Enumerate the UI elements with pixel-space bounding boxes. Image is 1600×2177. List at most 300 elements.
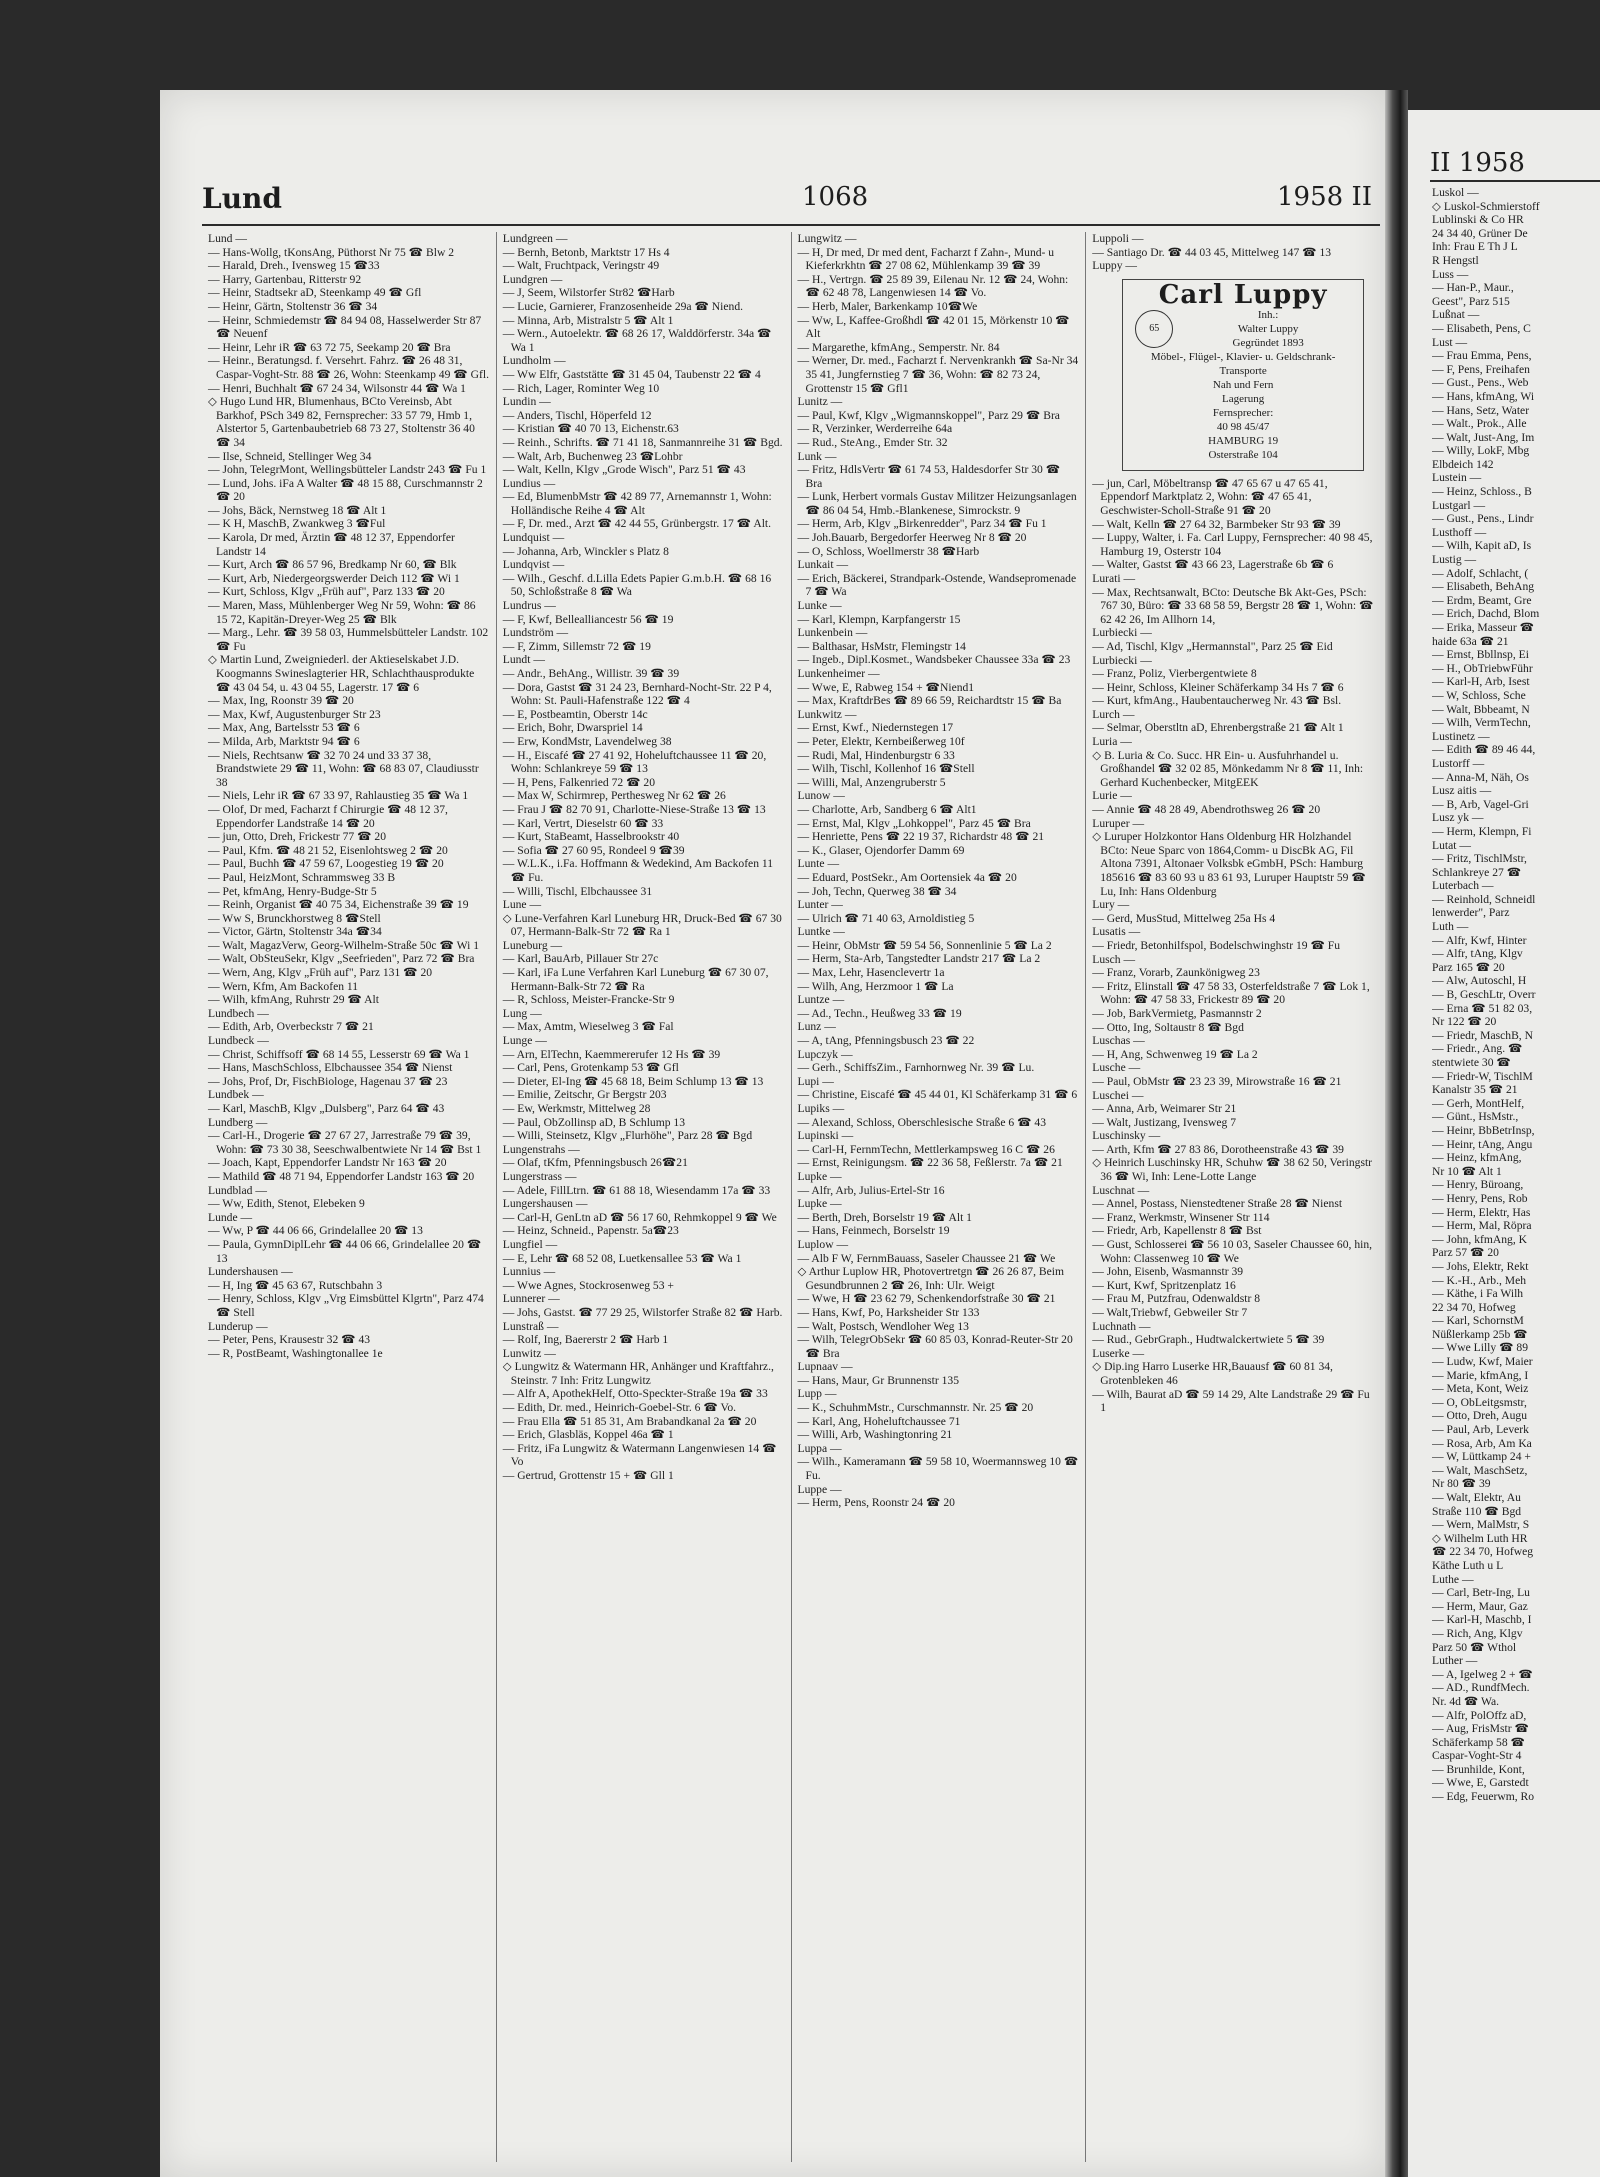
directory-entry: — Victor, Gärtn, Stoltenstr 34a ☎34 — [208, 925, 382, 939]
directory-entry: Lurch — — [1092, 707, 1135, 721]
directory-entry: — Elisabeth, BehAng — [1432, 580, 1535, 594]
directory-entry: Lundström — — [502, 626, 569, 640]
directory-entry: Lunnerer — — [502, 1292, 560, 1306]
header-year: 1958 II — [1277, 182, 1372, 212]
directory-entry: — Heinr, tAng, Angu — [1432, 1137, 1533, 1151]
directory-entry: Lunstraß — — [502, 1319, 559, 1333]
directory-entry: Lundberg — — [208, 1115, 268, 1129]
directory-entry: Luppoli — — [1092, 232, 1144, 245]
directory-entry: — Gust., Pens., Web — [1432, 376, 1529, 390]
directory-entry: — Hans, Setz, Water — [1432, 403, 1530, 417]
directory-entry: — Minna, Arb, Mistralstr 5 ☎ Alt 1 — [502, 313, 674, 327]
directory-entry: haide 63a ☎ 21 — [1432, 634, 1509, 648]
directory-entry: — Lunk, Herbert vormals Gustav Militzer Heizungsanlagen ☎ 86 04 54, Hmb.-Blankenese, Simrockstr. 9 — [797, 490, 1077, 517]
directory-entry: — Karl, Klempn, Karpfangerstr 15 — [797, 612, 961, 626]
directory-entry: — Alfr, Kwf, Hinter — [1432, 933, 1527, 947]
directory-entry: — Wilh, kfmAng, Ruhrstr 29 ☎ Alt — [208, 993, 379, 1007]
directory-entry: ◇ Wilhelm Luth HR — [1432, 1531, 1528, 1545]
directory-entry: — Johanna, Arb, Winckler s Platz 8 — [502, 544, 669, 558]
directory-entry: — Hans-Wollg, tKonsAng, Püthorst Nr 75 ☎ Blw 2 — [208, 245, 455, 259]
directory-entry: — Franz, Werkmstr, Winsener Str 114 — [1092, 1210, 1270, 1224]
directory-entry: — Emilie, Zeitschr, Gr Bergstr 203 — [502, 1088, 667, 1102]
directory-entry: ◇ Hugo Lund HR, Blumenhaus, BCto Vereinsb, Abt Barkhof, PSch 349 82, Fernsprecher: 33 57 79, Hmb 1, Alstertor 5, Gartenbaubetrieb 68 73 27, Stoltenstr 36 40 ☎ 34 — [208, 395, 475, 449]
column-2 — [496, 232, 791, 2162]
directory-entry: — Willi, Mal, Anzengruberstr 5 — [797, 775, 946, 789]
directory-entry: — Kurt, Arb, Niedergeorgswerder Deich 112 ☎ Wi 1 — [208, 571, 460, 585]
directory-entry: Lusz aitis — — [1432, 784, 1492, 798]
directory-entry: R Hengstl — [1432, 253, 1479, 267]
directory-entry: — F, Zimm, Sillemstr 72 ☎ 19 — [502, 639, 651, 653]
directory-entry: — A, tAng, Pfenningsbusch 23 ☎ 22 — [797, 1034, 975, 1048]
directory-entry: — Aug, FrisMstr ☎ — [1432, 1722, 1529, 1736]
directory-entry: — Johs, Prof, Dr, FischBiologe, Hagenau 37 ☎ 23 — [208, 1074, 448, 1088]
directory-entry: — Ww, P ☎ 44 06 66, Grindelallee 20 ☎ 13 — [208, 1224, 423, 1238]
directory-entry: — Walt, Kelln ☎ 27 64 32, Barmbeker Str 93 ☎ 39 — [1092, 517, 1341, 531]
directory-entry: — Karl, MaschB, Klgv „Dulsberg", Parz 64 ☎ 43 — [208, 1102, 445, 1115]
directory-entry: — Heinr, Stadtsekr aD, Steenkamp 49 ☎ Gfl — [208, 286, 422, 300]
directory-entry: — Heinr., Beratungsd. f. Versehrt. Fahrz. ☎ 26 48 31, Caspar-Voght-Str. 88 ☎ 26, Wohn: Steenkamp 49 ☎ Gfl. — [208, 354, 489, 381]
directory-entry: Lusthoff — — [1432, 525, 1487, 539]
directory-entry: — Günt., HsMstr., — [1432, 1110, 1519, 1124]
directory-entry: — Kurt, Schloss, Klgv „Früh auf", Parz 133 ☎ 20 — [208, 585, 445, 599]
directory-entry: — Wern, Kfm, Am Backofen 11 — [208, 979, 359, 993]
directory-entry: — Margarethe, kfmAng., Semperstr. Nr. 84 — [797, 340, 1000, 354]
directory-entry: ◇ Luskol-Schmierstoff — [1432, 199, 1540, 213]
directory-entry: Lungenstrahs — — [502, 1142, 580, 1156]
column-1 — [202, 232, 496, 2162]
directory-page-right — [1408, 110, 1600, 2177]
directory-entry: — Max, Rechtsanwalt, BCto: Deutsche Bk Akt-Ges, PSch: 767 30, Büro: ☎ 33 68 58 59, Bergstr 28 ☎ 1, Wohn: ☎ 62 42 26, Im Allhorn 14, — [1092, 585, 1374, 626]
ad-line: Inh.: — [1257, 308, 1279, 321]
directory-entry: — W, Lüttkamp 24 + — [1432, 1450, 1531, 1464]
directory-entry: — Käthe, i Fa Wilh — [1432, 1287, 1524, 1301]
directory-entry: — Luppy, Walter, i. Fa. Carl Luppy, Fernsprecher: 40 98 45, Hamburg 19, Osterstr 104 — [1092, 531, 1373, 558]
directory-entry: — H, Ing ☎ 45 63 67, Rutschbahn 3 — [208, 1278, 383, 1292]
directory-entry: Lundin — — [502, 395, 551, 409]
directory-entry: — Fritz, iFa Lungwitz & Watermann Langenwiesen 14 ☎ Vo — [502, 1441, 777, 1469]
directory-entry: — Hans, Maur, Gr Brunnenstr 135 — [797, 1373, 960, 1387]
directory-entry: Lustig — — [1432, 553, 1477, 567]
directory-entry: — W, Schloss, Sche — [1432, 688, 1526, 702]
directory-entry: — Kurt, kfmAng., Haubentaucherweg Nr. 43 ☎ Bsl. — [1092, 694, 1342, 708]
directory-entry: Luschinsky — — [1092, 1129, 1161, 1143]
directory-entry: — Annie ☎ 48 28 49, Abendrothsweg 26 ☎ 20 — [1092, 803, 1321, 817]
directory-entry: 24 34 40, Grüner De — [1432, 226, 1528, 240]
directory-entry: — Heinz, Schloss., B — [1432, 485, 1532, 499]
directory-entry: — E, Lehr ☎ 68 52 08, Luetkensallee 53 ☎ Wa 1 — [502, 1251, 742, 1265]
directory-entry: Luschnat — — [1092, 1183, 1150, 1197]
directory-entry: — J, Seem, Wilstorfer Str82 ☎Harb — [502, 286, 675, 300]
directory-entry: — Wilh, Kapit aD, Is — [1432, 539, 1532, 553]
directory-entry: — Walt, ObSteuSekr, Klgv „Seefrieden", Parz 72 ☎ Bra — [208, 952, 475, 966]
directory-entry: Lupinski — — [797, 1129, 854, 1143]
directory-entry: — Frau J ☎ 82 70 91, Charlotte-Niese-Straße 13 ☎ 13 — [502, 802, 766, 816]
directory-entry: — Alfr, PolOffz aD, — [1432, 1708, 1527, 1722]
directory-entry: Lundius — — [502, 476, 556, 490]
directory-entry: — Edith, Dr. med., Heinrich-Goebel-Str. 6 ☎ Vo. — [502, 1401, 737, 1415]
directory-entry: Luppe — — [797, 1482, 842, 1496]
directory-entry: Lundblad — — [208, 1183, 267, 1197]
directory-entry: — Paul, Arb, Leverk — [1432, 1423, 1529, 1437]
directory-entry: — Paul, Kwf, Klgv „Wigmannskoppel", Parz 29 ☎ Bra — [797, 408, 1060, 422]
ad-line: Walter Luppy — [1237, 322, 1299, 335]
directory-entry: — Kurt, Arch ☎ 86 57 96, Bredkamp Nr 60, ☎ Blk — [208, 558, 457, 572]
directory-entry: — Olof, Dr med, Facharzt f Chirurgie ☎ 48 12 37, Eppendorfer Landstraße 14 ☎ 20 — [208, 802, 448, 830]
directory-entry: — H., ObTriebwFühr — [1432, 661, 1533, 675]
directory-entry: — Henry, Büroang, — [1432, 1178, 1524, 1192]
book-gutter — [1385, 90, 1408, 2177]
directory-entry: — Reinhold, Schneidl — [1432, 892, 1536, 906]
directory-entry: — R, Schloss, Meister-Francke-Str 9 — [502, 993, 675, 1007]
directory-entry: — Karola, Dr med, Ärztin ☎ 48 12 37, Eppendorfer Landstr 14 — [208, 531, 455, 558]
directory-entry: — O, ObLeitgsmstr, — [1432, 1395, 1527, 1409]
directory-entry: — Wwe, H ☎ 23 62 79, Schenkendorfstraße 30 ☎ 21 — [797, 1292, 1056, 1306]
directory-entry: — Herm, Maur, Gaz — [1432, 1599, 1528, 1613]
directory-entry: — B, Arb, Vagel-Gri — [1432, 797, 1529, 811]
directory-columns — [202, 232, 1380, 2162]
directory-entry: — Rolf, Ing, Baererstr 2 ☎ Harb 1 — [502, 1333, 669, 1347]
directory-entry: — Ernst, Bbllnsp, Ei — [1432, 648, 1529, 662]
directory-entry: — Wern., Autoelektr. ☎ 68 26 17, Walddörferstr. 34a ☎ Wa 1 — [502, 327, 772, 354]
directory-entry: Lupiks — — [797, 1102, 845, 1115]
directory-entry: Lustorff — — [1432, 756, 1485, 770]
directory-entry: Lusche — — [1092, 1061, 1141, 1075]
directory-entry: — Carl-H, GenLtn aD ☎ 56 17 60, Rehmkoppel 9 ☎ We — [502, 1210, 777, 1224]
directory-entry: — Herm, Arb, Klgv „Birkenredder", Parz 34 ☎ Fu 1 — [797, 517, 1047, 531]
directory-entry: — Alexand, Schloss, Oberschlesische Straße 6 ☎ 43 — [797, 1115, 1047, 1129]
directory-entry: — Herm, Sta-Arb, Tangstedter Landstr 217 ☎ La 2 — [797, 952, 1041, 966]
directory-entry: — Friedr., Ang. ☎ — [1432, 1042, 1523, 1056]
directory-entry: — Charlotte, Arb, Sandberg 6 ☎ Alt1 — [797, 802, 977, 816]
header-rule — [202, 224, 1380, 226]
directory-entry: — Herm, Klempn, Fi — [1432, 824, 1532, 838]
directory-entry: Lunnius — — [502, 1265, 556, 1279]
directory-entry: — Carl, Betr-Ing, Lu — [1432, 1586, 1530, 1600]
directory-entry: — Herm, Elektr, Has — [1432, 1205, 1531, 1219]
directory-entry: — Erich, Bohr, Dwarspriel 14 — [502, 721, 643, 735]
directory-entry: — Andr., BehAng., Willistr. 39 ☎ 39 — [502, 667, 680, 680]
directory-entry: Straße 110 ☎ Bgd — [1432, 1504, 1522, 1518]
directory-entry: — Heinz, Schneid., Papenstr. 5a☎23 — [502, 1224, 679, 1238]
directory-entry: — Karl, SchornstM — [1432, 1314, 1524, 1328]
directory-entry: — Walter, Gastst ☎ 43 66 23, Lagerstraße 6b ☎ 6 — [1092, 558, 1334, 572]
directory-entry: Lunke — — [797, 599, 842, 613]
directory-entry: — Rudi, Mal, Hindenburgstr 6 33 — [797, 748, 955, 762]
directory-entry: — John, Eisenb, Wasmannstr 39 — [1092, 1265, 1244, 1279]
directory-entry: — Mathild ☎ 48 71 94, Eppendorfer Landstr 163 ☎ 20 — [208, 1169, 475, 1183]
directory-entry: Lupnaav — — [797, 1360, 853, 1374]
directory-entry: Lundgreen — — [502, 232, 568, 245]
directory-entry: — Paula, GymnDiplLehr ☎ 44 06 66, Grindelallee 20 ☎ 13 — [208, 1237, 482, 1265]
directory-entry: Lung — — [502, 1006, 542, 1020]
directory-entry: — Walt, Just-Ang, Im — [1432, 430, 1535, 444]
directory-entry: Lunk — — [797, 449, 837, 463]
directory-entry: Lustinetz — — [1432, 729, 1490, 743]
directory-entry: Lund — — [208, 232, 247, 245]
directory-entry: — Gust, Schlosserei ☎ 56 10 03, Saseler Chaussee 60, hin, Wohn: Classenweg 10 ☎ We — [1092, 1238, 1373, 1265]
directory-entry: — Walt, Elektr, Au — [1432, 1491, 1521, 1504]
directory-entry: Schäferkamp 58 ☎ — [1432, 1735, 1525, 1749]
column-4-entries — [1092, 477, 1374, 1415]
directory-entry: ◇ B. Luria & Co. Succ. HR Ein- u. Ausfuhrhandel u. Großhandel ☎ 32 02 85, Mönkedamm Nr 8 ☎ 11, Inh: Gerhard Kuchenbecker, MitgEEK — [1092, 748, 1364, 789]
ad-line: Lagerung — [1222, 392, 1265, 405]
directory-entry: — H., Vertrgn. ☎ 25 89 39, Eilenau Nr. 12 ☎ 24, Wohn: ☎ 62 48 78, Langenwiesen 14 ☎ Vo. — [797, 272, 1069, 300]
directory-entry: — Werner, Dr. med., Facharzt f. Nervenkrankh ☎ Sa-Nr 34 35 41, Jungfernstieg 7 ☎ 36, Wohn: ☎ 82 73 24, Grottenstr 15 ☎ Gfl1 — [797, 354, 1079, 395]
directory-entry: — Christ, Schiffsoff ☎ 68 14 55, Lesserstr 69 ☎ Wa 1 — [208, 1047, 470, 1061]
directory-entry: — Kurt, StaBeamt, Hasselbrookstr 40 — [502, 830, 680, 844]
directory-entry: — H, Ang, Schwenweg 19 ☎ La 2 — [1092, 1047, 1258, 1061]
directory-entry: — Wwe, E, Rabweg 154 + ☎Niend1 — [797, 680, 975, 694]
directory-entry: — Max, Ang, Bartelsstr 53 ☎ 6 — [208, 721, 360, 735]
directory-entry: — Ludw, Kwf, Maier — [1432, 1355, 1533, 1369]
directory-entry: — Wilh, Tischl, Kollenhof 16 ☎Stell — [797, 762, 975, 776]
directory-entry: Lupke — — [797, 1197, 842, 1211]
directory-entry: — Han-P., Maur., — [1432, 281, 1514, 295]
directory-entry: — Max W, Schirmrep, Perthesweg Nr 62 ☎ 26 — [502, 789, 726, 803]
directory-entry: Lundt — — [502, 653, 545, 667]
directory-entry: — Wilh, VermTechn, — [1432, 716, 1531, 730]
directory-entry: Lurie — — [1092, 789, 1132, 803]
directory-entry: — Joh, Techn, Querweg 38 ☎ 34 — [797, 884, 957, 898]
directory-entry: Lunow — — [797, 789, 845, 803]
directory-entry: — Marg., Lehr. ☎ 39 58 03, Hummelsbütteler Landstr. 102 ☎ Fu — [208, 626, 489, 653]
directory-entry: Lublinski & Co HR — [1432, 213, 1524, 227]
directory-entry: — Ad., Techn., Heußweg 33 ☎ 19 — [797, 1006, 962, 1020]
directory-entry: Luthe — — [1432, 1572, 1474, 1586]
directory-entry: ◇ Lungwitz & Watermann HR, Anhänger und Kraftfahrz., Steinstr. 7 Inh: Fritz Lungwitz — [502, 1360, 774, 1387]
directory-entry: Nr 80 ☎ 39 — [1432, 1477, 1491, 1491]
page-number: 1068 — [802, 182, 869, 212]
directory-entry: Luppa — — [797, 1441, 842, 1455]
directory-entry: Lunter — — [797, 898, 843, 912]
directory-entry: — Wilh., Kameramann ☎ 59 58 10, Woermannsweg 10 ☎ Fu. — [797, 1455, 1079, 1483]
directory-entry: — Ww S, Brunckhorstweg 8 ☎Stell — [208, 911, 381, 925]
directory-entry: — Edith, Arb, Overbeckstr 7 ☎ 21 — [208, 1020, 374, 1034]
directory-entry: Lupi — — [797, 1074, 834, 1088]
right-page-column — [1432, 186, 1600, 1804]
directory-entry: Lundbech — — [208, 1006, 269, 1020]
ad-line: Osterstraße 104 — [1208, 448, 1278, 461]
directory-entry: — jun, Carl, Möbeltransp ☎ 47 65 67 u 47 65 41, Eppendorf Marktplatz 2, Wohn: ☎ 47 65 41, Geschwister-Scholl-Straße 91 ☎ 20 — [1092, 476, 1328, 517]
directory-entry: — Karl-H, Arb, Isest — [1432, 675, 1530, 689]
right-header-rule — [1430, 180, 1600, 182]
directory-entry: ☎ 22 34 70, Hofweg — [1432, 1545, 1534, 1559]
directory-entry: — Herb, Maler, Barkenkamp 10☎We — [797, 299, 978, 313]
directory-entry: — Berth, Dreh, Borselstr 19 ☎ Alt 1 — [797, 1210, 972, 1224]
directory-entry: — Carl-H., Drogerie ☎ 27 67 27, Jarrestraße 79 ☎ 39, Wohn: ☎ 73 30 38, Seeschwalbentwiete Nr 14 ☎ Bst 1 — [208, 1129, 482, 1156]
directory-entry: — Walt, Fruchtpack, Veringstr 49 — [502, 259, 660, 273]
directory-entry: — Karl-H, Maschb, I — [1432, 1613, 1532, 1627]
directory-entry: — Ww Elfr, Gaststätte ☎ 31 45 04, Taubenstr 22 ☎ 4 — [502, 367, 761, 381]
directory-entry: Lungwitz — — [797, 232, 857, 245]
directory-entry: — Herm, Mal, Röpra — [1432, 1219, 1532, 1233]
directory-entry: — Otto, Dreh, Augu — [1432, 1409, 1527, 1423]
directory-entry: ◇ Martin Lund, Zweigniederl. der Aktieselskabet J.D. Koogmanns Swineslagterier HR, Schlachthausprodukte ☎ 43 04 54, u. 43 04 55, Lagerstr. 17 ☎ 6 — [208, 653, 475, 694]
directory-entry: — Ernst, Reinigungsm. ☎ 22 36 58, Feßlerstr. 7a ☎ 21 — [797, 1156, 1063, 1170]
directory-entry: — Frau M, Putzfrau, Odenwaldstr 8 — [1092, 1292, 1261, 1306]
directory-entry: — Ulrich ☎ 71 40 63, Arnoldistieg 5 — [797, 911, 975, 925]
directory-entry: — Joach, Kapt, Eppendorfer Landstr Nr 163 ☎ 20 — [208, 1156, 447, 1170]
directory-entry: Luppy — — [1092, 259, 1138, 273]
directory-entry: Käthe Luth u L — [1432, 1558, 1504, 1572]
directory-entry: — Alfr, tAng, Klgv — [1432, 947, 1523, 961]
directory-entry: Lunkwitz — — [797, 707, 857, 721]
directory-entry: — Milda, Arb, Marktstr 94 ☎ 6 — [208, 734, 360, 748]
carl-luppy-advertisement — [1122, 279, 1364, 471]
directory-entry: — Paul, HeizMont, Schrammsweg 33 B — [208, 870, 396, 884]
directory-entry: — K., Glaser, Ojendorfer Damm 69 — [797, 843, 965, 857]
directory-entry: Lundershausen — — [208, 1265, 293, 1279]
directory-entry: — Erich, Dachd, Blom — [1432, 607, 1540, 621]
ad-line: Gegründet 1893 — [1232, 336, 1304, 349]
directory-entry: — Heinr, Schmiedemstr ☎ 84 94 08, Hasselwerder Str 87 ☎ Neuenf — [208, 313, 482, 341]
directory-entry: — Adolf, Schlacht, ( — [1432, 566, 1529, 580]
directory-entry: Lunkenheimer — — [797, 667, 880, 680]
directory-entry: Luschas — — [1092, 1034, 1145, 1048]
directory-entry: Lustein — — [1432, 471, 1482, 485]
directory-entry: — Heinr, Schloss, Kleiner Schäferkamp 34 Hs 7 ☎ 6 — [1092, 680, 1344, 694]
directory-entry: — Edg, Feuerwm, Ro — [1432, 1790, 1535, 1804]
directory-entry: — Ad, Tischl, Klgv „Hermannstal", Parz 25 ☎ Eid — [1092, 639, 1333, 653]
directory-entry: ◇ Dip.ing Harro Luserke HR,Bauausf ☎ 60 81 34, Grotenbleken 46 — [1092, 1360, 1333, 1387]
directory-entry: — Hans, MaschSchloss, Elbchaussee 354 ☎ Nienst — [208, 1061, 453, 1075]
directory-entry: — Wwe, E, Garstedt — [1432, 1776, 1529, 1790]
directory-entry: — Adele, FillLtrn. ☎ 61 88 18, Wiesendamm 17a ☎ 33 — [502, 1183, 771, 1197]
directory-entry: — Elisabeth, Pens, C — [1432, 321, 1531, 335]
directory-entry: Lundrus — — [502, 599, 556, 613]
directory-entry: — Johs, Elektr, Rekt — [1432, 1259, 1529, 1273]
directory-entry: Lusch — — [1092, 952, 1136, 966]
directory-entry: Caspar-Voght-Str 4 — [1432, 1749, 1522, 1763]
directory-entry: Nr 122 ☎ 20 — [1432, 1015, 1497, 1029]
directory-entry: — Santiago Dr. ☎ 44 03 45, Mittelweg 147 ☎ 13 — [1092, 245, 1332, 259]
directory-entry: — Alw, Autoschl, H — [1432, 974, 1527, 988]
directory-entry: — Anders, Tischl, Höperfeld 12 — [502, 408, 652, 422]
directory-entry: — Ernst, Kwf., Niedernstegen 17 — [797, 721, 954, 735]
directory-entry: Lustgarl — — [1432, 498, 1486, 512]
directory-entry: Lunde — — [208, 1210, 253, 1224]
directory-entry: Lune — — [502, 898, 542, 912]
directory-page-left — [160, 90, 1385, 2177]
directory-entry: — Kristian ☎ 40 70 13, Eichenstr.63 — [502, 422, 679, 436]
directory-entry: — Erika, Masseur ☎ — [1432, 621, 1535, 634]
directory-entry: — jun, Otto, Dreh, Frickestr 77 ☎ 20 — [208, 830, 387, 844]
directory-entry: — Carl-H, FernmTechn, Mettlerkampsweg 16 C ☎ 26 — [797, 1142, 1055, 1156]
directory-entry: — Wilh, Ang, Herzmoor 1 ☎ La — [797, 979, 954, 993]
directory-entry: — Max, KraftdrBes ☎ 89 66 59, Reichardtstr 15 ☎ Ba — [797, 694, 1062, 708]
directory-entry: ◇ Arthur Luplow HR, Photovertretgn ☎ 26 26 87, Beim Gesundbrunnen 2 ☎ 26, Inh: Ulr. Weigt — [797, 1265, 1064, 1292]
directory-entry: — Henry, Schloss, Klgv „Vrg Eimsbüttel Klgrtn", Parz 474 ☎ Stell — [208, 1292, 484, 1319]
directory-entry: — Walt, MagazVerw, Georg-Wilhelm-Straße 50c ☎ Wi 1 — [208, 938, 480, 952]
directory-entry: — Job, BarkVermietg, Pasmannstr 2 — [1092, 1006, 1262, 1020]
directory-entry: — F, Pens, Freihafen — [1432, 362, 1530, 376]
directory-entry: — Fritz, TischlMstr, — [1432, 852, 1527, 866]
directory-entry: — Fritz, Elinstall ☎ 47 58 33, Osterfeldstraße 7 ☎ Lok 1, Wohn: ☎ 47 58 33, Frickestr 89 ☎ 20 — [1092, 979, 1370, 1007]
directory-entry: — Franz, Vorarb, Zaunkönigweg 23 — [1092, 966, 1260, 980]
directory-entry: stentwiete 30 ☎ — [1432, 1056, 1511, 1069]
ad-line: 40 98 45/47 — [1216, 420, 1270, 433]
directory-entry: — Ww, Edith, Stenot, Elebeken 9 — [208, 1197, 365, 1211]
directory-entry: — Otto, Ing, Soltaustr 8 ☎ Bgd — [1092, 1020, 1244, 1034]
directory-entry: — Paul, Buchh ☎ 47 59 67, Loogestieg 19 ☎ 20 — [208, 857, 444, 871]
directory-entry: Luterbach — — [1432, 879, 1494, 893]
directory-entry: — Erich, Glasbläs, Koppel 46a ☎ 1 — [502, 1428, 674, 1442]
directory-entry: Lundqvist — — [502, 558, 565, 572]
directory-entry: — Karl, iFa Lune Verfahren Karl Luneburg ☎ 67 30 07, Hermann-Balk-Str 72 ☎ Ra — [502, 966, 769, 993]
directory-entry: Schlankreye 27 ☎ — [1432, 865, 1522, 879]
directory-entry: — Gerd, MusStud, Mittelweg 25a Hs 4 — [1092, 911, 1276, 925]
directory-entry: — R, Verzinker, Werderreihe 64a — [797, 422, 953, 436]
directory-entry: — Christine, Eiscafé ☎ 45 44 01, Kl Schäferkamp 31 ☎ 6 — [797, 1088, 1078, 1102]
directory-entry: — Herm, Pens, Roonstr 24 ☎ 20 — [797, 1496, 955, 1510]
directory-entry: — Erdm, Beamt, Gre — [1432, 593, 1532, 607]
directory-entry: — Rich, Ang, Klgv — [1432, 1626, 1523, 1640]
directory-entry: — Dieter, El-Ing ☎ 45 68 18, Beim Schlump 13 ☎ 13 — [502, 1074, 764, 1088]
directory-entry: — Selmar, Oberstltn aD, Ehrenbergstraße 21 ☎ Alt 1 — [1092, 721, 1344, 735]
directory-entry: — O, Schloss, Woellmerstr 38 ☎Harb — [797, 544, 980, 558]
directory-entry: — Wilh, Baurat aD ☎ 59 14 29, Alte Landstraße 29 ☎ Fu 1 — [1092, 1387, 1370, 1415]
directory-entry: Lurati — — [1092, 571, 1136, 585]
directory-entry: — Niels, Lehr iR ☎ 67 33 97, Rahlaustieg 35 ☎ Wa 1 — [208, 789, 469, 803]
directory-entry: — Wwe Lilly ☎ 89 — [1432, 1341, 1529, 1355]
ad-line: HAMBURG 19 — [1208, 434, 1279, 447]
column-4-top — [1092, 232, 1374, 273]
directory-entry: Luther — — [1432, 1654, 1478, 1668]
directory-entry: — Alb F W, FernmBauass, Saseler Chaussee 21 ☎ We — [797, 1251, 1056, 1265]
directory-entry: — H, Pens, Falkenried 72 ☎ 20 — [502, 775, 656, 789]
directory-entry: — Henriette, Pens ☎ 22 19 37, Richardstr 48 ☎ 21 — [797, 830, 1045, 844]
directory-entry: — Erw, KondMstr, Lavendelweg 38 — [502, 734, 672, 748]
directory-entry: — Karl, BauArb, Pillauer Str 27c — [502, 952, 659, 966]
directory-entry: — Eduard, PostSekr., Am Oortensiek 4a ☎ 20 — [797, 870, 1017, 884]
directory-entry: Lury — — [1092, 898, 1130, 912]
directory-entry: — Brunhilde, Kont, — [1432, 1762, 1525, 1776]
directory-entry: — Ernst, Mal, Klgv „Lohkoppel", Parz 45 ☎ Bra — [797, 816, 1031, 830]
directory-entry: Lupke — — [797, 1169, 842, 1183]
directory-entry: — Rosa, Arb, Am Ka — [1432, 1436, 1532, 1450]
directory-entry: Luss — — [1432, 267, 1469, 281]
directory-entry: — Friedr-W, TischlM — [1432, 1069, 1533, 1083]
directory-entry: Lundquist — — [502, 531, 565, 545]
directory-entry: — Karl, Vertrt, Dieselstr 60 ☎ 33 — [502, 816, 664, 830]
directory-entry: — Walt, Bbbeamt, N — [1432, 702, 1530, 716]
directory-entry: Lunte — — [797, 857, 840, 871]
directory-entry: Lunitz — — [797, 395, 843, 409]
directory-entry: — AD., RundfMech. — [1432, 1681, 1530, 1695]
directory-entry: — Lund, Johs. iFa A Walter ☎ 48 15 88, Curschmannstr 2 ☎ 20 — [208, 476, 483, 504]
directory-entry: — Johs, Bäck, Nernstweg 18 ☎ Alt 1 — [208, 503, 387, 517]
directory-entry: — F, Kwf, Bellealliancestr 56 ☎ 19 — [502, 612, 674, 626]
directory-entry: — W.L.K., i.Fa. Hoffmann & Wedekind, Am Backofen 11 ☎ Fu. — [502, 857, 774, 884]
directory-entry: — Ww, L, Kaffee-Großhdl ☎ 42 01 15, Mörkenstr 10 ☎ Alt — [797, 313, 1070, 341]
directory-entry: Inh: Frau E Th J L — [1432, 240, 1518, 254]
directory-entry: — John, TelegrMont, Wellingsbütteler Landstr 243 ☎ Fu 1 — [208, 463, 487, 477]
directory-entry: — Gerh, MontHelf, — [1432, 1096, 1525, 1110]
directory-entry: — Peter, Pens, Krausestr 32 ☎ 43 — [208, 1333, 371, 1347]
directory-entry: — H, Dr med, Dr med dent, Facharzt f Zahn-, Mund- u Kieferkrkhtn ☎ 27 08 62, Mühlenkamp 39 ☎ 39 — [797, 245, 1055, 273]
directory-entry: — K.-H., Arb., Meh — [1432, 1273, 1527, 1287]
directory-entry: — Arth, Kfm ☎ 27 83 86, Dorotheenstraße 43 ☎ 39 — [1092, 1142, 1344, 1156]
directory-entry: 22 34 70, Hofweg — [1432, 1300, 1516, 1314]
directory-entry: — K H, MaschB, Zwankweg 3 ☎Ful — [208, 517, 386, 531]
directory-entry: Lurbiecki — — [1092, 653, 1152, 667]
ad-logo: 65 — [1135, 310, 1173, 348]
directory-entry: Luskol — — [1432, 186, 1479, 199]
directory-entry: — Willy, LokF, Mbg — [1432, 444, 1530, 458]
directory-entry: Luntze — — [797, 993, 845, 1007]
directory-entry: — Heinr, ObMstr ☎ 59 54 56, Sonnenlinie 5 ☎ La 2 — [797, 938, 1052, 952]
directory-entry: — Walt,Triebwf, Gebweiler Str 7 — [1092, 1306, 1248, 1319]
